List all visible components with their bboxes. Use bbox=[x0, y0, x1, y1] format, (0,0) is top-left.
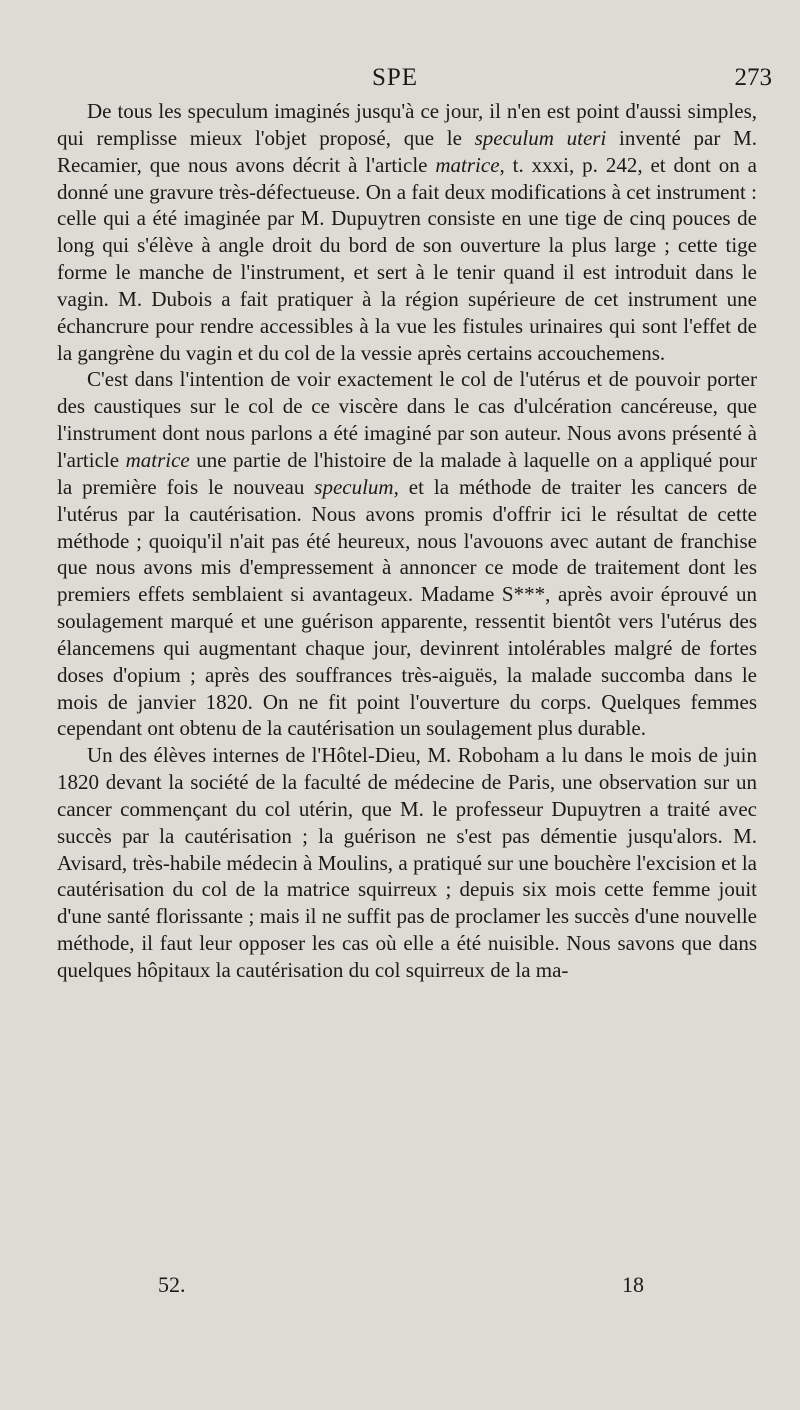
text-segment: Un des élèves internes de l'Hôtel-Dieu, M. Roboham a lu dans le mois de juin 1820 devant la société de la faculté de médecine de Paris, une observation sur un cancer commençant du col utérin, que M. le professeur Dupuytren a traité avec succès par la cautérisation ; la guérison ne s'est pas démentie jusqu'alors. M. Avisard, très-habile médecin à Moulins, a pratiqué sur une bouchère l'excision et la cautérisation du col de la matrice squirreux ; depuis six mois cette femme jouit d'une santé florissante ; mais il ne suffit pas de proclamer les succès d'une nouvelle méthode, il faut leur opposer les cas où elle a été nuisible. Nous savons que dans quelques hôpitaux la cautérisation du col squirreux de la ma- bbox=[57, 743, 757, 982]
volume-number: 52. bbox=[158, 1272, 186, 1297]
running-title: SPE bbox=[371, 64, 419, 91]
signature-mark: 18 bbox=[622, 1272, 644, 1297]
text-segment: , et la méthode de traiter les cancers de l'utérus par la cautérisation. Nous avons promis d'offrir ici le résultat de cette méthode ; quoiqu'il n'ait pas été heureux, nous l'avouons avec autant de franchise que nous avons mis d'empressement à annoncer ce mode de traitement dont les premiers effets semblaient si avantageux. Madame S***, après avoir éprouvé un soulagement marqué et une guérison apparente, ressentit bientôt vers l'utérus des élancemens qui augmentant chaque jour, devinrent intolérables malgré de fortes doses d'opium ; après des souffrances très-aiguës, la malade succomba dans le mois de janvier 1820. On ne fit point l'ouverture du corps. Quelques femmes cependant ont obtenu de la cautérisation un soulagement plus durable. bbox=[57, 474, 758, 741]
italic-term: speculum uteri bbox=[474, 125, 607, 150]
text-segment: De tous les speculum imaginés jusqu'à ce jour, il n'en est point d'aussi simples, qui remplisse mieux l'objet proposé, que le bbox=[57, 99, 757, 150]
text-segment: une partie de l'histoire de la malade à laquelle on a appliqué pour la première fois le nouveau bbox=[57, 447, 758, 499]
paragraph bbox=[57, 98, 757, 366]
signature-line bbox=[0, 1272, 800, 1302]
text-segment: inventé par M. Recamier, que nous avons décrit à l'article bbox=[57, 125, 757, 177]
page-number: 273 bbox=[734, 64, 772, 91]
body-text bbox=[57, 98, 757, 984]
text-segment: C'est dans l'intention de voir exactement le col de l'utérus et de pouvoir porter des caustiques sur le col de ce viscère dans le cas d'ulcération cancéreuse, que l'instrument dont nous parlons a été imaginé par son auteur. Nous avons présenté à l'article bbox=[57, 367, 757, 472]
running-head bbox=[0, 64, 800, 96]
italic-term: matrice bbox=[125, 447, 190, 472]
paragraph bbox=[57, 366, 757, 742]
italic-term: matrice bbox=[435, 152, 500, 177]
italic-term: speculum bbox=[314, 474, 394, 499]
text-segment: , t. xxxi, p. 242, et dont on a donné une gravure très-défectueuse. On a fait deux modifications à cet instrument : celle qui a été imaginée par M. Dupuytren consiste en une tige de cinq pouces de long qui s'élève à angle droit du bord de son ouverture la plus large ; cette tige forme le manche de l'instrument, et sert à le tenir quand il est introduit dans le vagin. M. Dubois a fait pratiquer à la région supérieure de cet instrument une échancrure pour rendre accessibles à la vue les fistules urinaires qui sont l'effet de la gangrène du vagin et du col de la vessie après certains accouchemens. bbox=[57, 152, 757, 365]
paragraph bbox=[57, 742, 757, 984]
